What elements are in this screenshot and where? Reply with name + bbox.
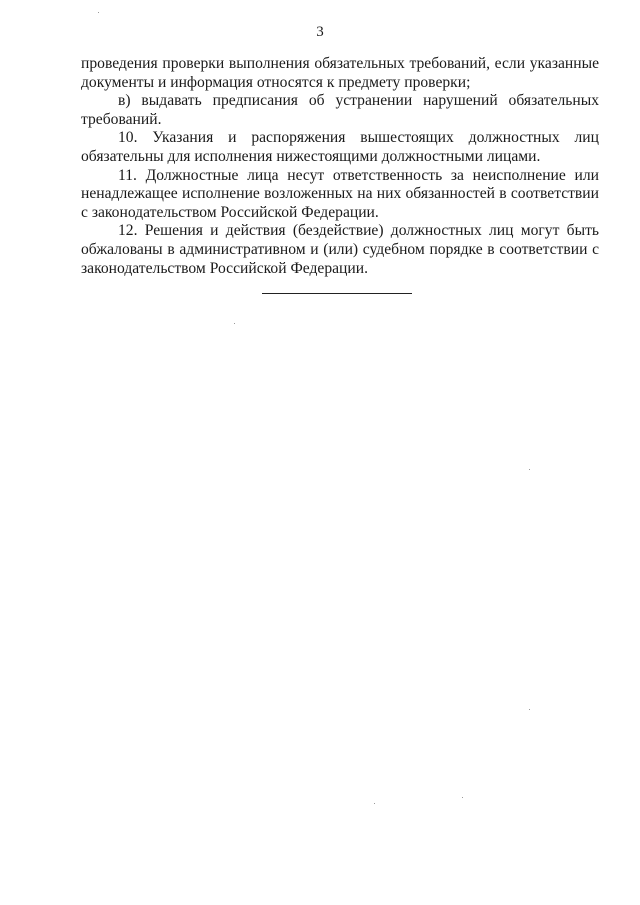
paragraph-item-12: 12. Решения и действия (бездействие) должностных лиц могут быть обжалованы в административном и (или) судебном порядке в соответствии с законодательством Российской Федерации. [81,222,599,277]
scan-speck [462,797,463,798]
paragraph-item-10: 10. Указания и распоряжения вышестоящих должностных лиц обязательны для исполнения нижестоящими должностными лицами. [81,129,599,165]
scan-speck [374,803,375,804]
scan-speck [98,12,99,13]
scan-speck [529,709,530,710]
paragraph-continuation: проведения проверки выполнения обязательных требований, если указанные документы и информация относятся к предмету проверки; [81,55,599,91]
end-separator-line [262,293,412,294]
scan-speck [234,323,235,324]
scan-speck [529,469,530,470]
paragraph-item-v: в) выдавать предписания об устранении нарушений обязательных требований. [81,92,599,128]
page-number: 3 [316,24,324,40]
document-body [81,55,599,278]
paragraph-item-11: 11. Должностные лица несут ответственность за неисполнение или ненадлежащее исполнение возложенных на них обязанностей в соответствии с законодательством Российской Федерации. [81,166,599,221]
